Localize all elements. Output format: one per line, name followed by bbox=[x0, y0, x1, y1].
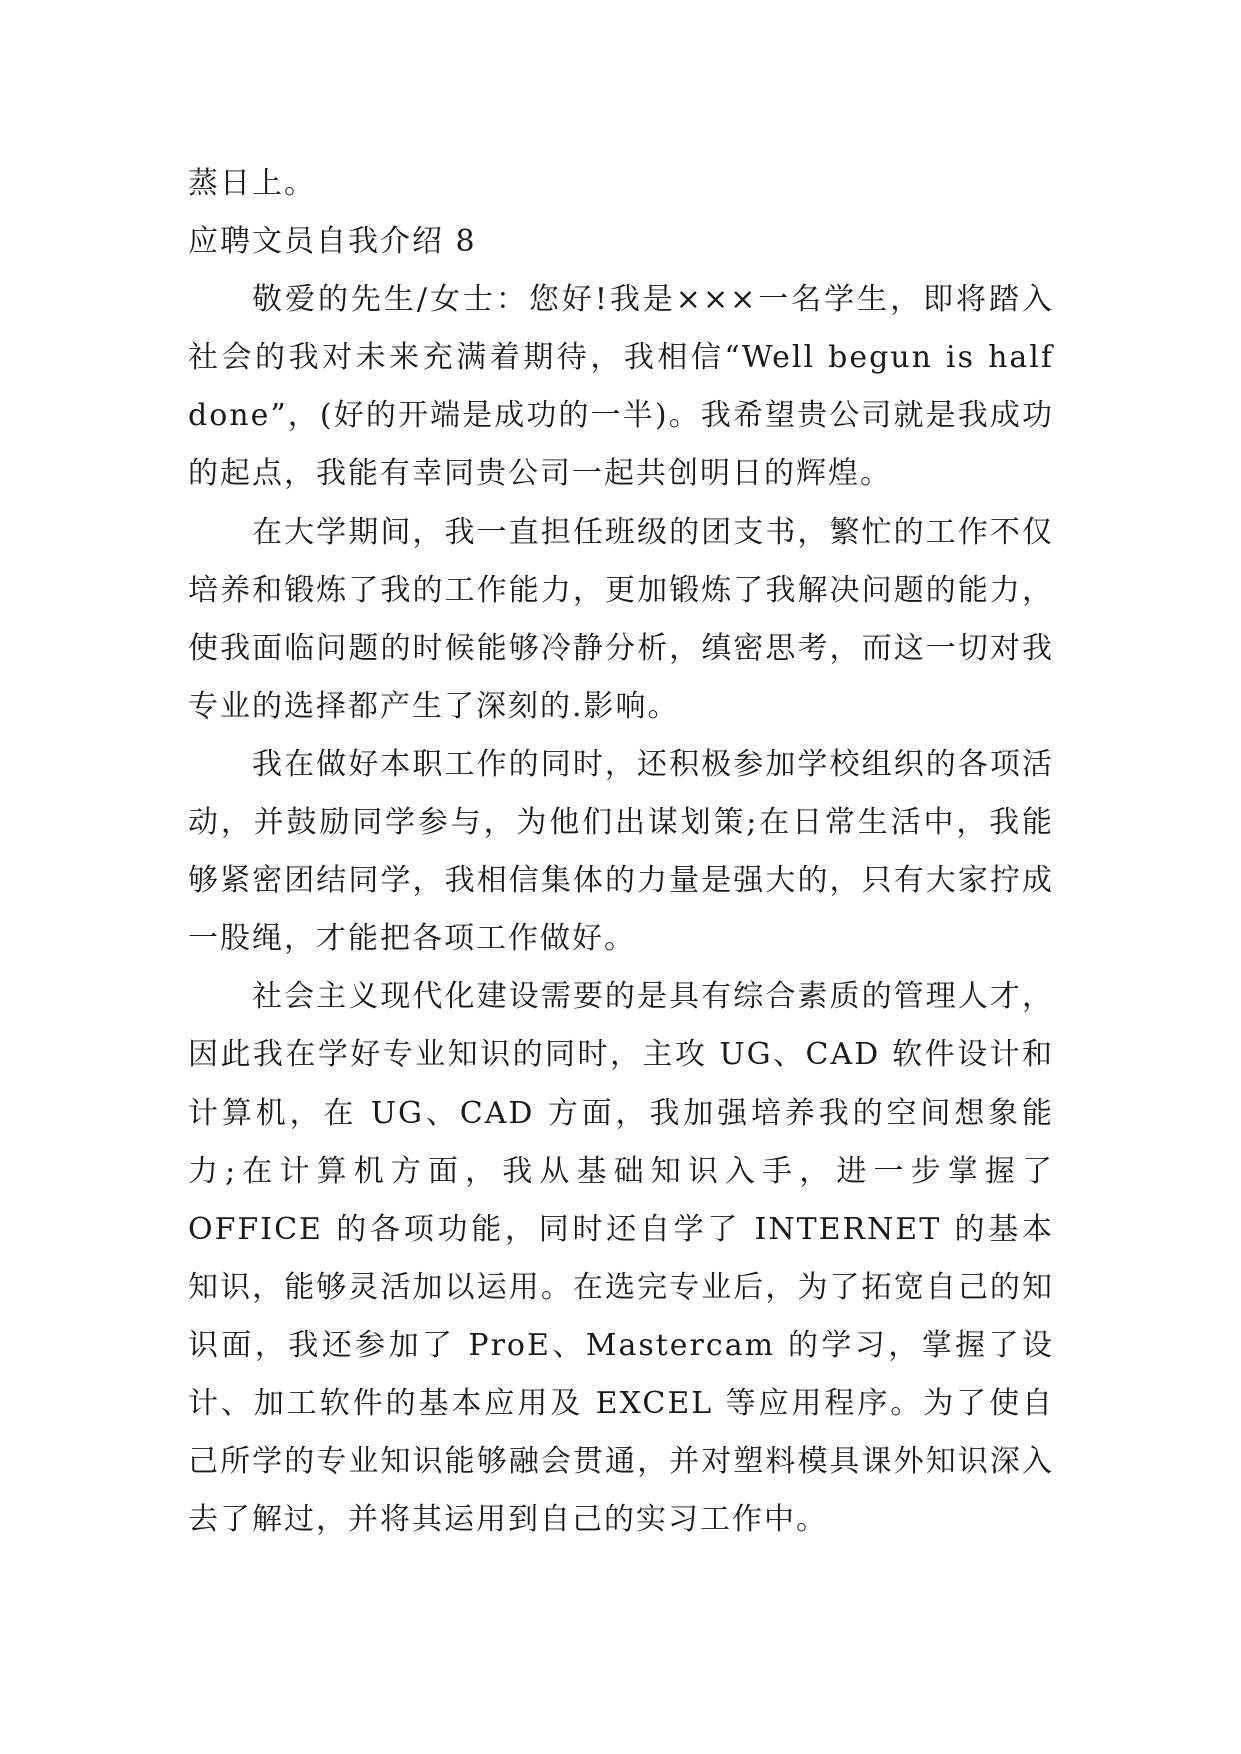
section-heading: 应聘文员自我介绍 8 bbox=[188, 224, 477, 260]
paragraph-skills: 社会主义现代化建设需要的是具有综合素质的管理人才，因此我在学好专业知识的同时，主攻 UG、CAD 软件设计和计算机，在 UG、CAD 方面，我加强培养我的空间想象能力;在计算机方面，我从基础知识入手，进一步掌握了 OFFICE 的各项功能，同时还自学了 INTERNET 的基本知识，能够灵活加以运用。在选完专业后，为了拓宽自己的知识面，我还参加了 ProE、Mastercam 的学习，掌握了设计、加工软件的基本应用及 EXCEL 等应用程序。为了使自己所学的专业知识能够融会贯通，并对塑料模具课外知识深入去了解过，并将其运用到自己的实习工作中。 bbox=[188, 979, 1054, 1538]
continuation-line: 蒸日上。 bbox=[188, 166, 316, 201]
paragraph-greeting: 敬爱的先生/女士：您好!我是×××一名学生，即将踏入社会的我对未来充满着期待，我相信“Well begun is half done”，(好的开端是成功的一半)。我希望贵公司就是我成功的起点，我能有幸同贵公司一起共创明日的辉煌。 bbox=[188, 282, 1054, 492]
paragraph-university: 在大学期间，我一直担任班级的团支书，繁忙的工作不仅培养和锻炼了我的工作能力，更加锻炼了我解决问题的能力，使我面临问题的时候能够冷静分析，缜密思考，而这一切对我专业的选择都产生了深刻的.影响。 bbox=[188, 514, 1054, 724]
paragraph-activities: 我在做好本职工作的同时，还积极参加学校组织的各项活动，并鼓励同学参与，为他们出谋划策;在日常生活中，我能够紧密团结同学，我相信集体的力量是强大的，只有大家拧成一股绳，才能把各项工作做好。 bbox=[188, 746, 1054, 957]
document-body bbox=[188, 155, 1054, 1549]
